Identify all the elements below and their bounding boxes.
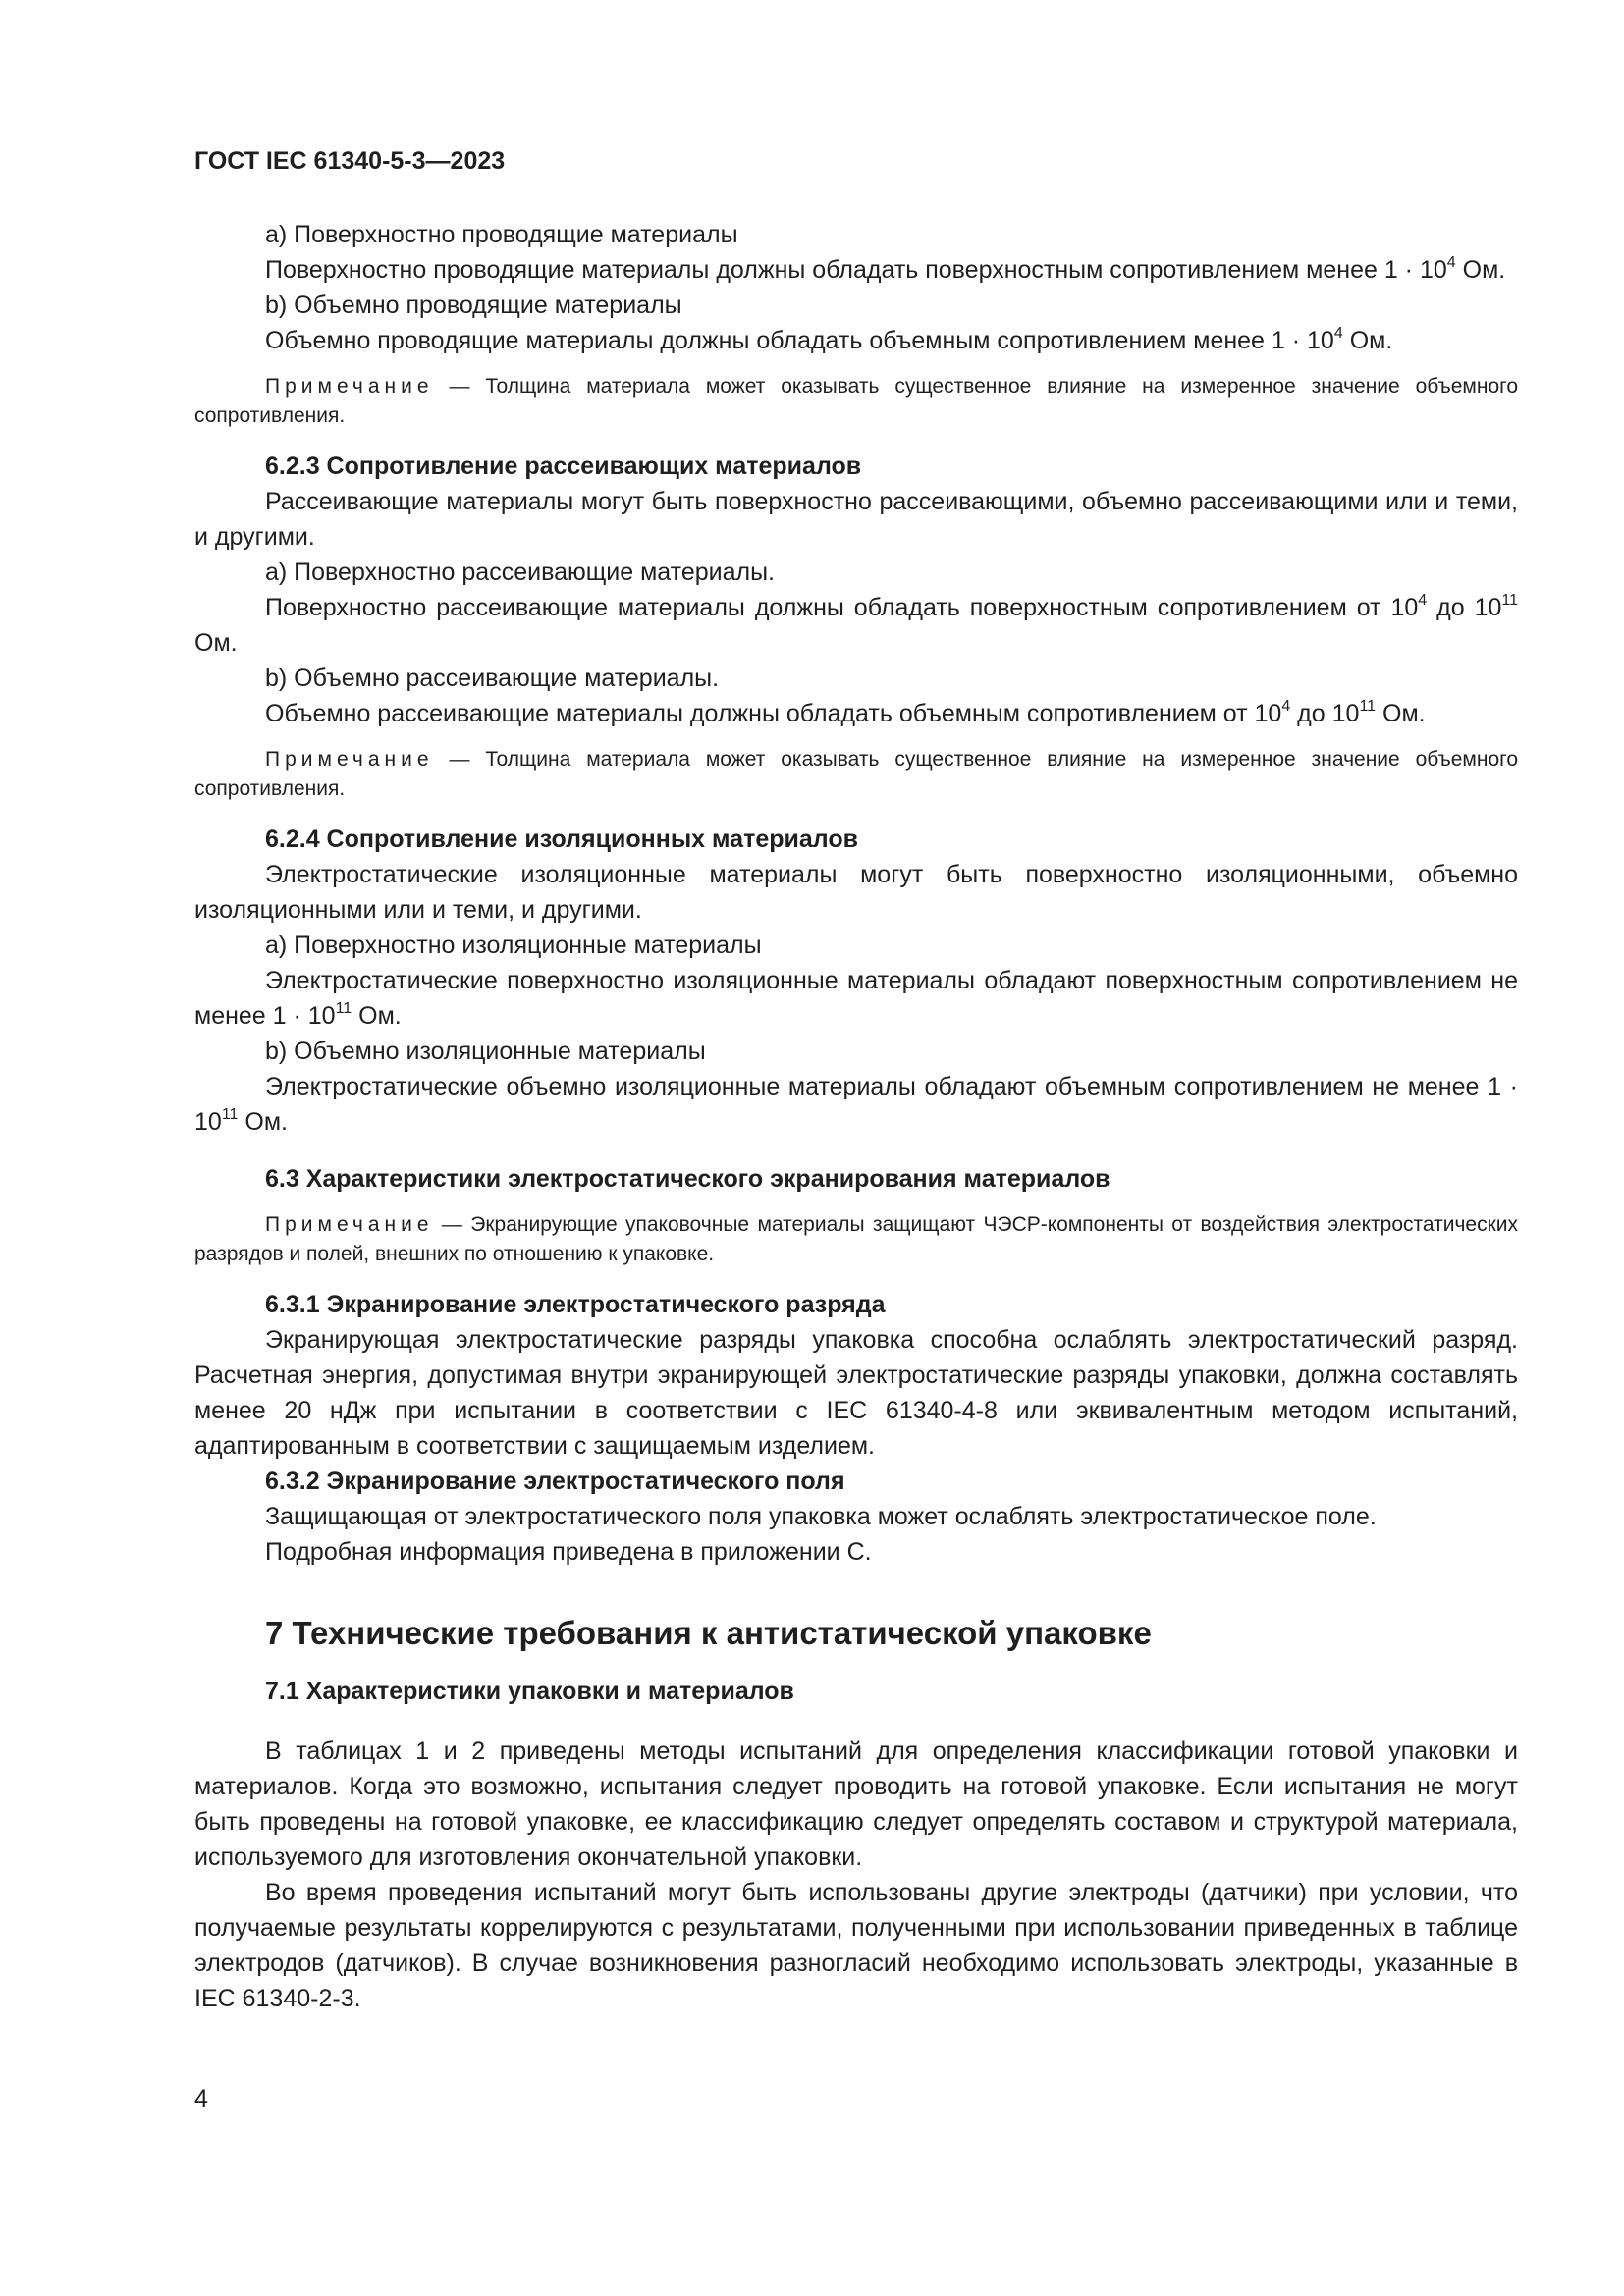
section-heading-6-2-4: 6.2.4 Сопротивление изоляционных материалов	[265, 826, 858, 853]
paragraph: Экранирующая электростатические разряды упаковка способна ослаблять электростатический разряд. Расчетная энергия, допустимая внутри экранирующей электростатические разряды упаковки, должна составлять менее 20 нДж при испытании в соответствии с IEC 61340-4-8 или эквивалентным методом испытаний, адаптированным в соответствии с защищаемым изделием.	[194, 1326, 1518, 1460]
paragraph: Поверхностно рассеивающие материалы должны обладать поверхностным сопротивлением от $10^4$ до $10^{11}$ Ом.	[194, 591, 1518, 657]
section-heading-7-1: 7.1 Характеристики упаковки и материалов	[265, 1678, 794, 1705]
paragraph: Защищающая от электростатического поля упаковка может ослаблять электростатическое поле.	[265, 1503, 1377, 1530]
paragraph: Электростатические поверхностно изоляционные материалы обладают поверхностным сопротивлением не менее $1 \cdot 10^{11}$ Ом.	[194, 967, 1518, 1030]
paragraph: Во время проведения испытаний могут быть использованы другие электроды (датчики) при условии, что получаемые результаты коррелируются с результатами, полученными при использовании приведенных в таблице электродов (датчиков). В случае возникновения разногласий необходимо использовать электроды, указанные в IEC 61340-2-3.	[194, 1879, 1518, 2012]
paragraph: Электростатические изоляционные материалы могут быть поверхностно изоляционными, объемно изоляционными или и теми, и другими.	[194, 861, 1518, 924]
paragraph: Электростатические объемно изоляционные материалы обладают объемным сопротивлением не менее $1 \cdot 10^{11}$ Ом.	[194, 1073, 1518, 1136]
paragraph: Рассеивающие материалы могут быть поверхностно рассеивающими, объемно рассеивающими или и теми, и другими.	[194, 488, 1518, 551]
list-item: a) Поверхностно проводящие материалы	[265, 221, 738, 248]
paragraph: Объемно рассеивающие материалы должны обладать объемным сопротивлением от $10^4$ до $10^{11}$ Ом.	[265, 697, 1426, 727]
section-heading-6-3-1: 6.3.1 Экранирование электростатического разряда	[265, 1291, 886, 1318]
paragraph: Подробная информация приведена в приложении С.	[265, 1538, 872, 1566]
page-number: 4	[194, 2085, 208, 2112]
note: Примечание — Толщина материала может оказывать существенное влияние на измеренное значение объемного сопротивления.	[194, 375, 1518, 427]
document-page	[194, 147, 1518, 2016]
note: Примечание — Экранирующие упаковочные материалы защищают ЧЭСР-компоненты от воздействия электростатических разрядов и полей, внешних по отношению к упаковке.	[194, 1213, 1518, 1265]
paragraph: Объемно проводящие материалы должны обладать объемным сопротивлением менее $1 \cdot 10^4$ Ом.	[265, 324, 1393, 354]
list-item: a) Поверхностно рассеивающие материалы.	[265, 559, 775, 586]
list-item: b) Объемно изоляционные материалы	[265, 1038, 706, 1065]
section-heading-6-3: 6.3 Характеристики электростатического экранирования материалов	[265, 1165, 1110, 1193]
paragraph: В таблицах 1 и 2 приведены методы испытаний для определения классификации готовой упаковки и материалов. Когда это возможно, испытания следует проводить на готовой упаковке. Если испытания не могут быть проведены на готовой упаковке, ее классификацию следует определять составом и структурой материала, используемого для изготовления окончательной упаковки.	[194, 1737, 1518, 1871]
note: Примечание — Толщина материала может оказывать существенное влияние на измеренное значение объемного сопротивления.	[194, 748, 1518, 800]
section-heading-7: 7 Технические требования к антистатической упаковке	[265, 1615, 1152, 1651]
list-item: b) Объемно рассеивающие материалы.	[265, 665, 720, 692]
document-header: ГОСТ IEC 61340-5-3—2023	[194, 147, 506, 175]
list-item: a) Поверхностно изоляционные материалы	[265, 932, 762, 959]
section-heading-6-3-2: 6.3.2 Экранирование электростатического поля	[265, 1468, 845, 1495]
list-item: b) Объемно проводящие материалы	[265, 292, 682, 319]
section-heading-6-2-3: 6.2.3 Сопротивление рассеивающих материалов	[265, 453, 862, 480]
paragraph: Поверхностно проводящие материалы должны обладать поверхностным сопротивлением менее $1 \cdot 10^4$ Ом.	[265, 253, 1506, 284]
